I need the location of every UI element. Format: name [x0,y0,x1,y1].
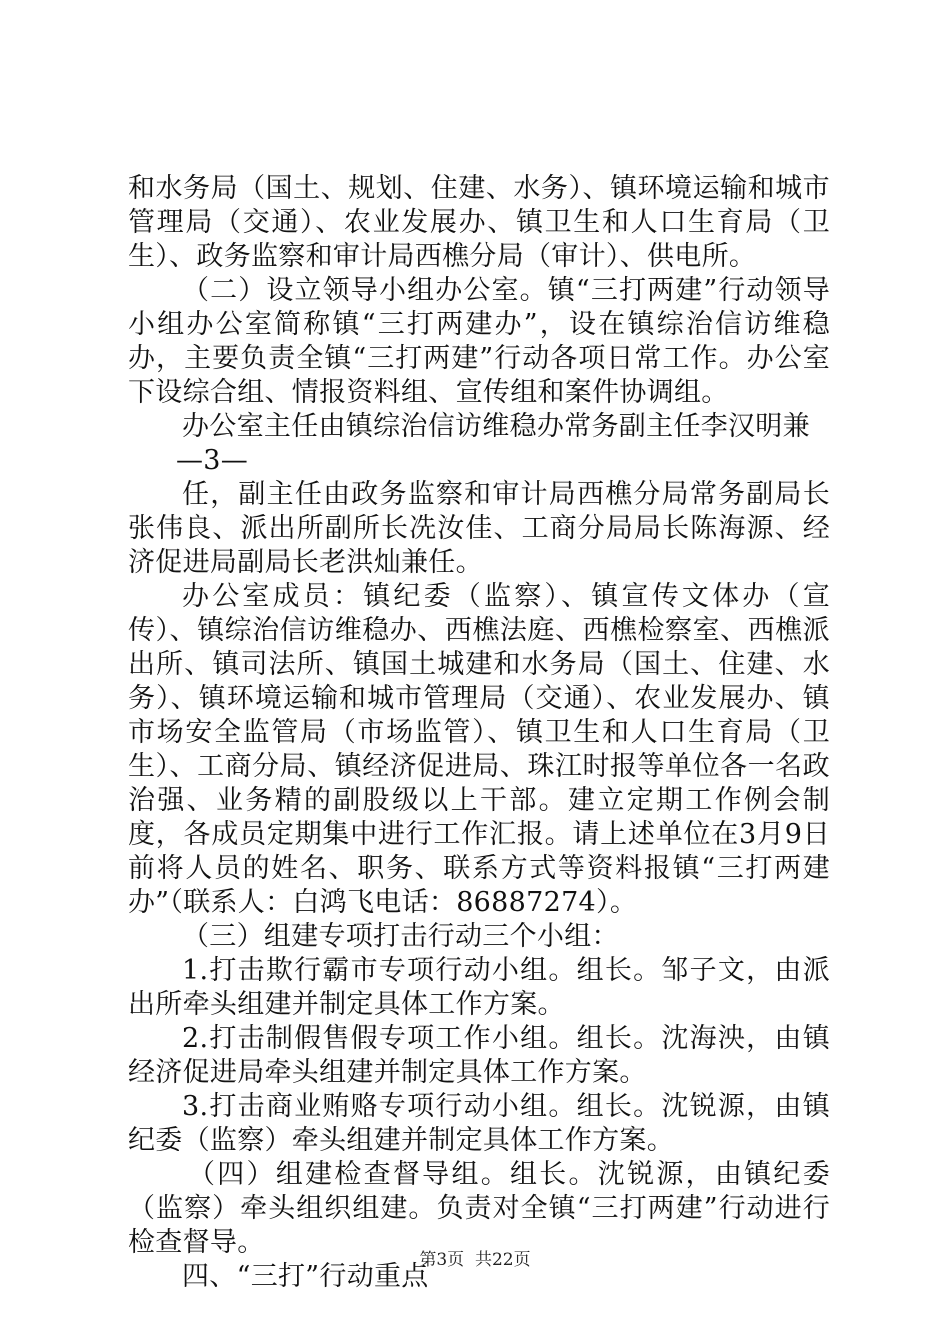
paragraph-5: 办公室成员：镇纪委（监察）、镇宣传文体办（宣传）、镇综治信访维稳办、西樵法庭、西樵检察室、西樵派出所、镇司法所、镇国土城建和水务局（国土、住建、水务）、镇环境运输和城市管理局（交通）、农业发展办、镇市场安全监管局（市场监管）、镇卫生和人口生育局（卫生）、工商分局、镇经济促进局、珠江时报等单位各一名政治强、业务精的副股级以上干部。建立定期工作例会制度，各成员定期集中进行工作汇报。请上述单位在3月9日前将人员的姓名、职务、联系方式等资料报镇“三打两建办”（联系人：白鸿飞电话：86887274）。 [128,581,830,918]
paragraph-7: 1.打击欺行霸市专项行动小组。组长。邹子文，由派出所牵头组建并制定具体工作方案。 [128,955,830,1020]
paragraph-1: 和水务局（国土、规划、住建、水务）、镇环境运输和城市管理局（交通）、农业发展办、镇卫生和人口生育局（卫生）、政务监察和审计局西樵分局（审计）、供电所。 [128,173,830,272]
page-counter: 第3页 共22页 [419,1250,531,1270]
paragraph-4: 任，副主任由政务监察和审计局西樵分局常务副局长张伟良、派出所副所长冼汝佳、工商分局局长陈海源、经济促进局副局长老洪灿兼任。 [128,479,830,578]
paragraph-3: 办公室主任由镇综治信访维稳办常务副主任李汉明兼 [182,411,810,442]
section-heading: 四、“三打”行动重点 [182,1261,429,1292]
page-footer [0,1245,950,1270]
document-body [128,172,830,1294]
paragraph-9: 3.打击商业贿赂专项行动小组。组长。沈锐源，由镇纪委（监察）牵头组建并制定具体工作方案。 [128,1091,830,1156]
paragraph-8: 2.打击制假售假专项工作小组。组长。沈海泱，由镇经济促进局牵头组建并制定具体工作方案。 [128,1023,830,1088]
paragraph-2: （二）设立领导小组办公室。镇“三打两建”行动领导小组办公室简称镇“三打两建办”，设在镇综治信访维稳办，主要负责全镇“三打两建”行动各项日常工作。办公室下设综合组、情报资料组、宣传组和案件协调组。 [128,275,830,408]
paragraph-6: （三）组建专项打击行动三个小组： [182,921,619,952]
paragraph-10: （四）组建检查督导组。组长。沈锐源，由镇纪委（监察）牵头组织组建。负责对全镇“三打两建”行动进行检查督导。 [128,1159,830,1258]
page-number-mark: —3— [176,445,249,476]
